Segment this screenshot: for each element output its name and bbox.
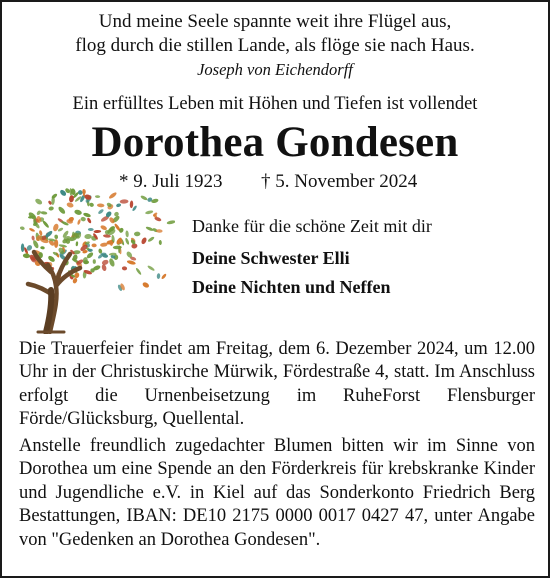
- leaf: [40, 211, 47, 215]
- deceased-name: Dorothea Gondesen: [91, 119, 459, 166]
- leaf: [159, 240, 162, 245]
- leaf: [88, 228, 94, 231]
- poem-author: Joseph von Eichendorff: [197, 60, 353, 79]
- leaf: [42, 220, 50, 229]
- poem-line-2: flog durch die stillen Lande, als flöge sie nach Haus.: [75, 35, 475, 56]
- birth-date: * 9. Juli 1923: [119, 171, 223, 192]
- leaf: [145, 210, 154, 215]
- thanks-line: Danke für die schöne Zeit mit dir: [192, 216, 432, 236]
- leaf: [74, 209, 83, 216]
- leaf: [166, 220, 175, 225]
- leaf: [47, 255, 56, 263]
- leaf: [29, 227, 36, 232]
- leaf: [147, 265, 155, 272]
- leaf: [134, 231, 141, 236]
- mourner-nieces-nephews: Deine Nichten und Neffen: [192, 277, 391, 297]
- life-subtitle: Ein erfülltes Leben mit Höhen und Tiefen ist vollendet: [72, 94, 478, 114]
- leaf: [101, 264, 107, 272]
- leaf: [39, 230, 43, 236]
- leaf: [140, 195, 148, 201]
- leaf: [75, 241, 78, 246]
- autumn-tree-icon: [10, 174, 175, 334]
- leaf: [89, 202, 95, 208]
- donation-request-paragraph: Anstelle freundlich zugedachter Blumen bitten wir im Sinne von Dorothea um eine Spende an den Förderkreis für krebskranke Kinder und Jugendliche e.V. in Kiel auf das Sonderkonto Friedrich Berg Bestattungen, IBAN: DE10 2175 0000 0017 0427 47, unter Angabe von "Gedenken an Dorothea Gondesen".: [19, 436, 535, 550]
- leaf: [93, 259, 96, 264]
- leaf: [100, 224, 108, 231]
- leaf: [86, 217, 92, 224]
- leaf: [97, 208, 104, 215]
- leaf: [101, 259, 109, 266]
- leaf: [135, 267, 142, 275]
- leaf: [122, 266, 128, 271]
- leaf: [140, 237, 147, 245]
- leaf: [95, 195, 100, 198]
- leaf: [91, 243, 96, 247]
- leaf: [97, 203, 105, 207]
- funeral-details-paragraph: Die Trauerfeier findet am Freitag, dem 6. Dezember 2024, um 12.00 Uhr in der Christuskirche Mürwik, Fördestraße 4, statt. Im Anschluss erfolgt die Urnenbeisetzung im RuheForst Flensburger Förde/Glücksburg, Quellental.: [19, 339, 535, 430]
- leaf: [142, 281, 150, 288]
- leaf: [34, 198, 43, 206]
- leaf: [147, 236, 155, 243]
- leaf: [77, 219, 81, 225]
- leaf: [125, 230, 129, 237]
- leaf: [161, 273, 167, 280]
- poem-line-1: Und meine Seele spannte weit ihre Flügel aus,: [98, 11, 452, 32]
- leaf: [66, 202, 74, 209]
- leaf: [125, 237, 130, 245]
- leaf: [145, 226, 154, 232]
- leaf: [84, 234, 92, 239]
- leaf: [108, 191, 117, 199]
- leaf: [54, 234, 58, 239]
- leaf: [31, 235, 35, 240]
- leaf: [57, 206, 66, 215]
- mourner-sister: Deine Schwester Elli: [192, 248, 350, 268]
- leaf: [23, 253, 31, 258]
- leaf: [120, 199, 129, 204]
- leaf: [48, 206, 54, 211]
- leaf: [20, 226, 26, 231]
- leaf: [130, 200, 134, 208]
- leaf: [80, 216, 86, 221]
- leaf: [69, 195, 75, 203]
- leaf: [116, 203, 122, 208]
- leaf: [157, 273, 161, 279]
- leaf: [40, 246, 45, 250]
- leaf: [21, 243, 24, 252]
- death-date: † 5. November 2024: [261, 171, 418, 192]
- leaf: [94, 230, 102, 233]
